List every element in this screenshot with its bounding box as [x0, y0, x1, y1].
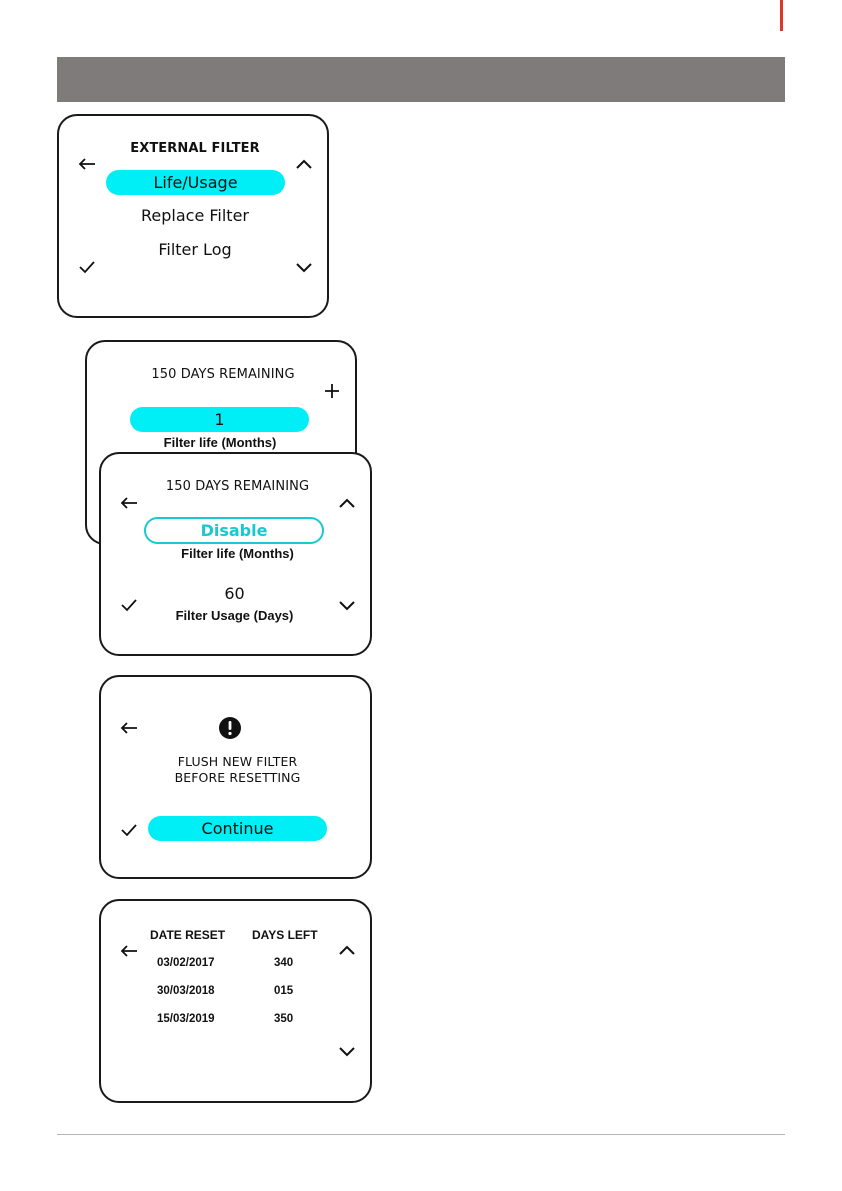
chevron-up-icon[interactable]	[296, 159, 312, 169]
column-header-days-left: DAYS LEFT	[252, 928, 318, 942]
warning-line-1: FLUSH NEW FILTER	[177, 754, 298, 769]
date-reset-cell: 15/03/2019	[157, 1013, 215, 1025]
date-reset-cell: 03/02/2017	[157, 957, 215, 969]
days-left-cell: 015	[274, 985, 294, 997]
check-icon[interactable]	[121, 599, 137, 611]
menu-item-replace-filter[interactable]: Replace Filter	[141, 206, 249, 225]
days-left-cell: 340	[274, 957, 294, 969]
table-row	[101, 1013, 374, 1029]
warning-line-2: BEFORE RESETTING	[174, 770, 301, 785]
filter-life-selector[interactable]: Disable	[144, 517, 324, 544]
screen-external-filter-menu	[57, 114, 329, 318]
table-row	[101, 957, 374, 973]
screen-title: EXTERNAL FILTER	[130, 141, 260, 156]
back-arrow-icon[interactable]	[120, 722, 138, 734]
check-icon[interactable]	[79, 261, 95, 273]
section-header-bar	[57, 57, 785, 102]
check-icon[interactable]	[121, 824, 137, 836]
chevron-down-icon[interactable]	[296, 263, 312, 273]
filter-usage-label: Filter Usage (Days)	[175, 608, 294, 623]
footer-rule	[57, 1134, 785, 1135]
days-remaining-status: 150 DAYS REMAINING	[165, 479, 310, 494]
filter-usage-value[interactable]: 60	[224, 584, 245, 603]
warning-icon	[219, 717, 241, 739]
menu-item-filter-log[interactable]: Filter Log	[158, 240, 232, 259]
page-marker	[780, 0, 783, 31]
back-arrow-icon[interactable]	[120, 497, 138, 509]
screen-filter-log	[99, 899, 372, 1103]
chevron-down-icon[interactable]	[339, 1047, 355, 1057]
menu-item-life-usage[interactable]: Life/Usage	[106, 170, 285, 195]
column-header-date-reset: DATE RESET	[150, 928, 226, 942]
back-arrow-icon[interactable]	[120, 945, 138, 957]
table-row	[101, 985, 374, 1001]
plus-icon[interactable]	[324, 383, 340, 399]
days-left-cell: 350	[274, 1013, 294, 1025]
filter-life-value[interactable]: 1	[130, 407, 309, 432]
screen-flush-warning	[99, 675, 372, 879]
chevron-up-icon[interactable]	[339, 945, 355, 955]
date-reset-cell: 30/03/2018	[157, 985, 215, 997]
continue-button[interactable]: Continue	[148, 816, 327, 841]
back-arrow-icon[interactable]	[78, 158, 96, 170]
filter-life-label: Filter life (Months)	[181, 546, 294, 561]
screen-filter-life-usage	[99, 452, 372, 656]
chevron-down-icon[interactable]	[339, 601, 355, 611]
days-remaining-status: 150 DAYS REMAINING	[151, 367, 295, 382]
filter-life-label: Filter life (Months)	[163, 435, 277, 450]
chevron-up-icon[interactable]	[339, 498, 355, 508]
